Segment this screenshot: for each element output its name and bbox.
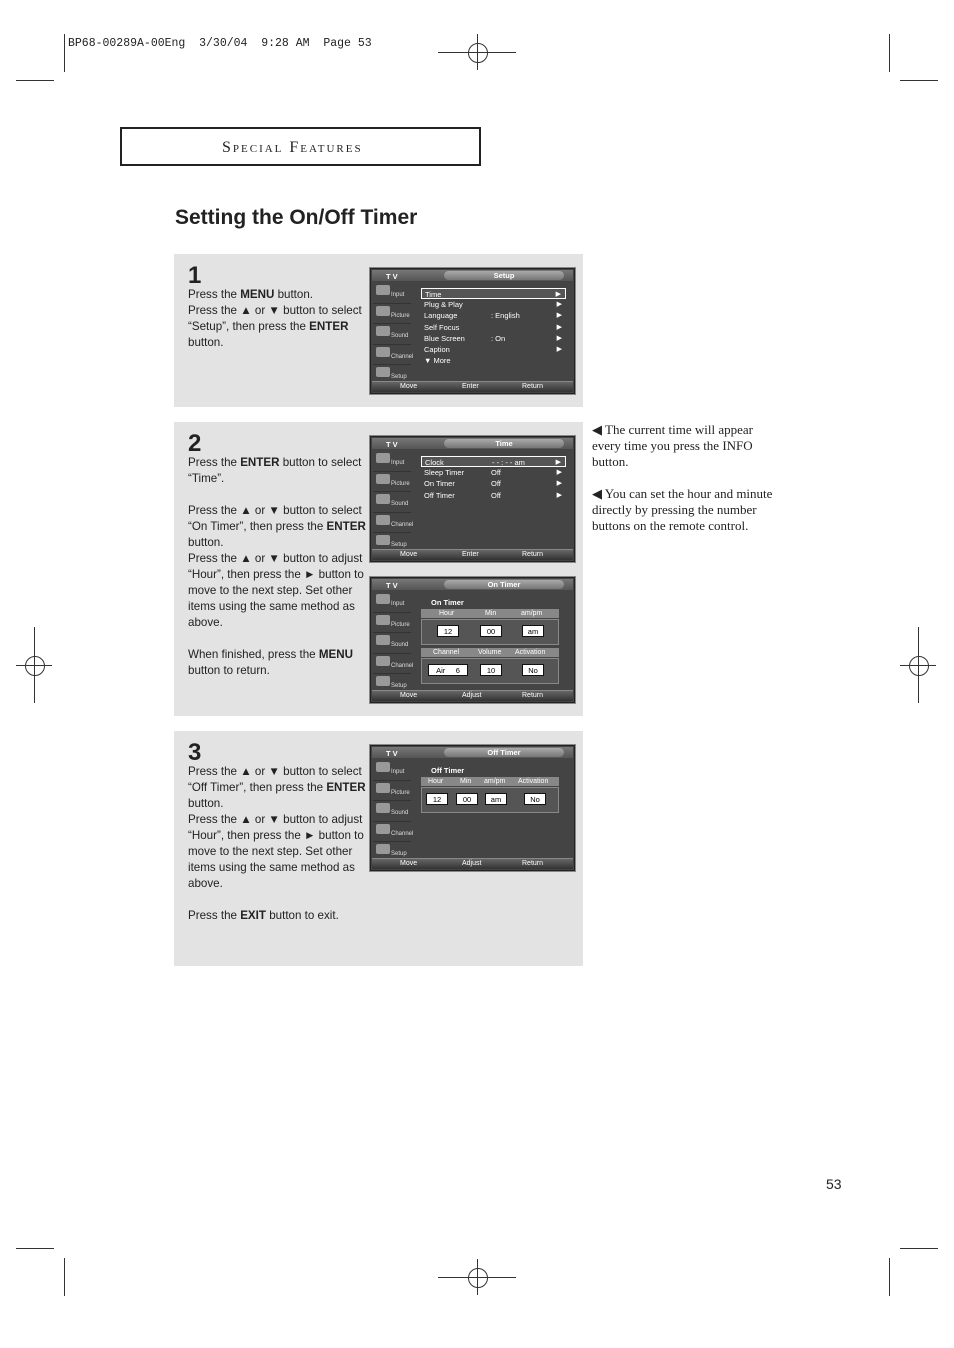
registration-line [438, 52, 516, 53]
osd-title-bar [372, 438, 573, 449]
enter-hint: Enter [462, 383, 479, 390]
osd-menu-title: Time [444, 439, 564, 448]
section-title: Special Features [222, 139, 363, 156]
menu-item-label: Self Focus [424, 322, 460, 332]
registration-line [438, 1277, 516, 1278]
header-cell: Hour [439, 610, 455, 617]
step-1-panel [174, 254, 583, 407]
crop-mark [900, 80, 938, 81]
return-hint: Return [522, 383, 544, 390]
input-icon [376, 594, 390, 604]
osd-menu-item[interactable] [421, 322, 566, 333]
return-hint: Return [522, 551, 544, 558]
osd-menu-item[interactable] [421, 299, 566, 310]
osd-menu-title: Off Timer [444, 748, 564, 757]
osd-title-bar [372, 579, 573, 590]
menu-item-label: ▼ More [424, 356, 451, 366]
move-hint: Move [400, 551, 418, 558]
arrow-right-icon: ▶ [556, 469, 562, 477]
adjust-hint: Adjust [462, 860, 482, 867]
osd-sidebar-item: Sound [373, 492, 411, 513]
osd-on-timer-screen [370, 577, 575, 703]
osd-sidebar-item: Channel [373, 345, 411, 366]
osd-sidebar-item: Setup [373, 365, 411, 386]
crop-mark [16, 1248, 54, 1249]
setup-icon [376, 367, 390, 377]
arrow-right-icon: ▶ [555, 459, 561, 466]
osd-sidebar-item: Setup [373, 842, 411, 863]
osd-title-bar [372, 747, 573, 758]
osd-sidebar-item: Input [373, 592, 411, 613]
osd-menu-item[interactable] [421, 288, 566, 299]
osd-tv-label: T V [386, 440, 398, 449]
osd-menu-item[interactable] [421, 344, 566, 355]
crop-mark [889, 1258, 890, 1296]
menu-item-value: Off [491, 490, 501, 500]
registration-line [34, 627, 35, 703]
step-2-text: Press the ENTER button to select “Time”. Press the ▲ or ▼ button to select “On Timer”, then press the ENTER button. Press the ▲ or ▼ button to adjust “Hour”, then press the ► button to move to the next step. Set other items using the same method as above. When finished, press the MENU button to return. [188, 456, 366, 677]
print-slug: BP68-00289A-00Eng 3/30/04 9:28 AM Page 53 [68, 37, 372, 50]
adjust-hint: Adjust [462, 692, 482, 699]
osd-menu-item[interactable] [421, 467, 566, 478]
osd-menu-item[interactable] [421, 490, 566, 501]
move-hint: Move [400, 383, 418, 390]
osd-off-timer-screen [370, 745, 575, 871]
section-header-box [120, 127, 481, 166]
crop-mark [64, 1258, 65, 1296]
note-number-buttons [592, 486, 780, 534]
step-number: 3 [188, 739, 202, 766]
arrow-right-icon: ▶ [556, 323, 562, 331]
hour-field[interactable]: 12 [426, 793, 448, 805]
menu-item-label: Sleep Timer [424, 468, 465, 478]
channel-field[interactable]: Air 6 [428, 664, 468, 676]
arrow-right-icon: ▶ [556, 312, 562, 320]
off-timer-header [421, 777, 559, 786]
menu-item-value: : On [491, 333, 506, 343]
channel-icon [376, 824, 390, 834]
osd-sidebar-item: Channel [373, 654, 411, 675]
picture-icon [376, 306, 390, 316]
menu-item-label: Time [425, 290, 442, 299]
osd-sidebar [373, 451, 414, 554]
osd-sidebar-item: Picture [373, 472, 411, 493]
header-cell: Min [460, 778, 472, 785]
menu-item-value: - - : - - am [492, 458, 525, 467]
menu-item-label: Language [424, 311, 458, 321]
off-timer-heading: Off Timer [431, 766, 465, 775]
osd-sidebar-item: Input [373, 760, 411, 781]
menu-item-value: : English [491, 311, 520, 321]
crop-mark [16, 80, 54, 81]
osd-menu-title: On Timer [444, 580, 564, 589]
step-number: 1 [188, 262, 202, 289]
move-hint: Move [400, 860, 418, 867]
header-cell: Activation [518, 778, 549, 785]
setup-icon [376, 535, 390, 545]
osd-sidebar [373, 592, 414, 695]
picture-icon [376, 783, 390, 793]
osd-menu-item[interactable] [421, 333, 566, 344]
arrow-right-icon: ▶ [556, 334, 562, 342]
note-text: ◀ The current time will appear every time you press the INFO button. [592, 422, 754, 469]
volume-field[interactable]: 10 [480, 664, 502, 676]
crop-mark [900, 1248, 938, 1249]
header-cell: Hour [428, 778, 444, 785]
osd-sidebar-item: Picture [373, 781, 411, 802]
step-number: 2 [188, 430, 202, 457]
osd-sidebar [373, 283, 414, 386]
channel-icon [376, 347, 390, 357]
menu-item-label: Plug & Play [424, 300, 463, 310]
return-hint: Return [522, 860, 544, 867]
crop-mark [889, 34, 890, 72]
osd-sidebar-item: Setup [373, 533, 411, 554]
header-cell: Channel [433, 649, 460, 656]
osd-sidebar-item: Sound [373, 324, 411, 345]
header-cell: am/pm [521, 610, 543, 617]
osd-sidebar-item: Picture [373, 613, 411, 634]
ampm-field[interactable]: am [485, 793, 507, 805]
menu-item-label: Caption [424, 345, 450, 354]
activation-field[interactable]: No [524, 793, 546, 805]
osd-menu-title: Setup [444, 271, 564, 280]
menu-item-label: Clock [425, 458, 444, 467]
on-timer-header-1 [421, 609, 559, 618]
channel-icon [376, 656, 390, 666]
step-3-text: Press the ▲ or ▼ button to select “Off Timer”, then press the ENTER button. Press the ▲ or ▼ button to adjust “Hour”, then press the ► button to move to the next step. Set other items using the same method as above. Press the EXIT button to exit. [188, 765, 366, 922]
osd-bottom-bar [372, 381, 573, 392]
step-1-text: Press the MENU button. Press the ▲ or ▼ button to select “Setup”, then press the ENTER button. [188, 288, 362, 349]
arrow-right-icon: ▶ [556, 480, 562, 488]
on-timer-heading: On Timer [431, 598, 464, 607]
osd-sidebar-item: Channel [373, 513, 411, 534]
return-hint: Return [522, 692, 544, 699]
menu-item-label: Blue Screen [424, 333, 465, 343]
page-number: 53 [826, 1176, 842, 1192]
osd-tv-label: T V [386, 749, 398, 758]
osd-tv-label: T V [386, 272, 398, 281]
enter-hint: Enter [462, 551, 479, 558]
osd-setup-screen [370, 268, 575, 394]
sound-icon [376, 326, 390, 336]
hour-field[interactable]: 12 [437, 625, 459, 637]
input-icon [376, 762, 390, 772]
osd-menu-item[interactable] [421, 355, 566, 366]
osd-sidebar-item: Input [373, 283, 411, 304]
sound-icon [376, 635, 390, 645]
minute-field[interactable]: 00 [480, 625, 502, 637]
osd-time-screen [370, 436, 575, 562]
registration-line [918, 627, 919, 703]
osd-sidebar-item: Sound [373, 633, 411, 654]
osd-menu-item[interactable] [421, 478, 566, 489]
osd-bottom-bar [372, 858, 573, 869]
ampm-field[interactable]: am [522, 625, 544, 637]
arrow-right-icon: ▶ [556, 491, 562, 499]
osd-sidebar-item: Picture [373, 304, 411, 325]
osd-bottom-bar [372, 690, 573, 701]
on-timer-header-2 [421, 648, 559, 657]
note-text: ◀ You can set the hour and minute directly by pressing the number buttons on the remote control. [592, 486, 773, 533]
osd-menu-item[interactable] [421, 310, 566, 321]
osd-tv-label: T V [386, 581, 398, 590]
sound-icon [376, 803, 390, 813]
osd-sidebar-item: Sound [373, 801, 411, 822]
picture-icon [376, 615, 390, 625]
osd-menu-item[interactable] [421, 456, 566, 467]
header-cell: Volume [478, 649, 502, 656]
osd-sidebar [373, 760, 414, 863]
osd-sidebar-item: Channel [373, 822, 411, 843]
input-icon [376, 453, 390, 463]
menu-item-label: On Timer [424, 479, 455, 489]
step-2-panel [174, 422, 583, 716]
channel-icon [376, 515, 390, 525]
crop-mark [64, 34, 65, 72]
header-cell: Min [485, 610, 497, 617]
arrow-right-icon: ▶ [556, 301, 562, 309]
setup-icon [376, 676, 390, 686]
note-info-button [592, 422, 780, 470]
picture-icon [376, 474, 390, 484]
setup-icon [376, 844, 390, 854]
osd-sidebar-item: Setup [373, 674, 411, 695]
osd-title-bar [372, 270, 573, 281]
arrow-right-icon: ▶ [555, 291, 561, 298]
minute-field[interactable]: 00 [456, 793, 478, 805]
arrow-right-icon: ▶ [556, 346, 562, 353]
header-cell: Activation [515, 649, 546, 656]
activation-field[interactable]: No [522, 664, 544, 676]
page-title: Setting the On/Off Timer [175, 206, 418, 229]
sound-icon [376, 494, 390, 504]
move-hint: Move [400, 692, 418, 699]
input-icon [376, 285, 390, 295]
header-cell: am/pm [484, 778, 506, 785]
step-3-panel [174, 731, 583, 966]
menu-item-label: Off Timer [424, 490, 455, 500]
osd-sidebar-item: Input [373, 451, 411, 472]
menu-item-value: Off [491, 479, 501, 489]
menu-item-value: Off [491, 468, 501, 478]
osd-bottom-bar [372, 549, 573, 560]
